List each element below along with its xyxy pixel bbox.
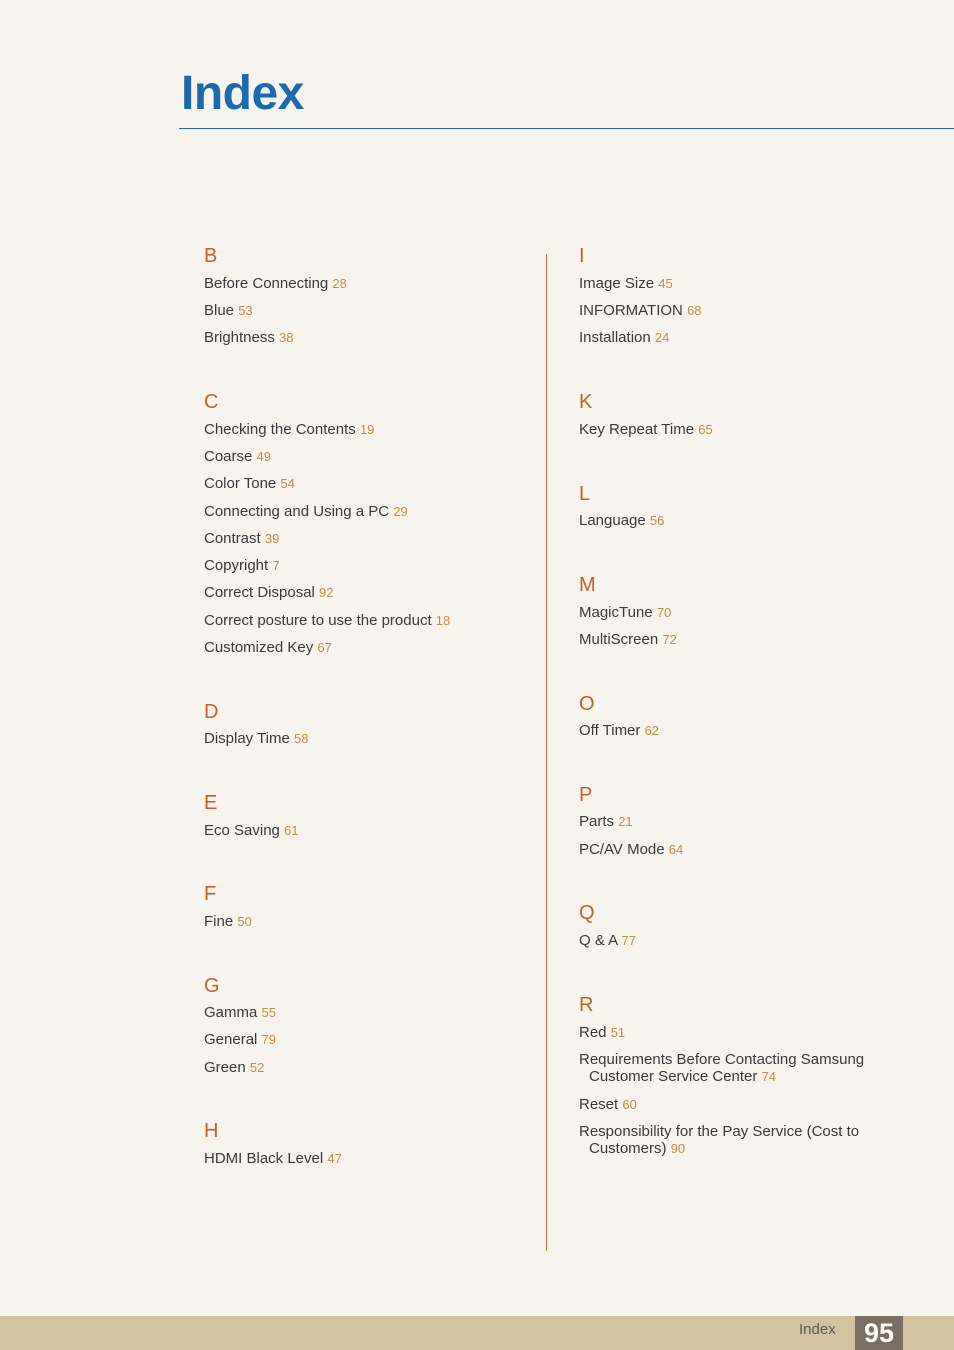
- index-entry[interactable]: Image Size 45: [579, 275, 673, 292]
- index-entry[interactable]: Eco Saving 61: [204, 822, 299, 839]
- index-entry[interactable]: Customized Key 67: [204, 639, 332, 656]
- index-letter-c: C: [204, 391, 219, 413]
- index-letter-e: E: [204, 792, 218, 814]
- index-entry[interactable]: Copyright 7: [204, 557, 280, 574]
- index-entry[interactable]: PC/AV Mode 64: [579, 841, 684, 858]
- page-number-badge: 95: [855, 1316, 903, 1350]
- index-entry[interactable]: Installation 24: [579, 329, 670, 346]
- index-entry[interactable]: Requirements Before Contacting Samsung Customer Service Center 74: [579, 1051, 865, 1085]
- index-entry[interactable]: General 79: [204, 1031, 277, 1048]
- footer-section-label: Index: [799, 1321, 836, 1338]
- index-entry[interactable]: Reset 60: [579, 1096, 637, 1113]
- index-letter-r: R: [579, 994, 594, 1016]
- index-entry[interactable]: Correct Disposal 92: [204, 584, 334, 601]
- index-entry[interactable]: Brightness 38: [204, 329, 294, 346]
- index-entry[interactable]: Blue 53: [204, 302, 253, 319]
- index-letter-o: O: [579, 693, 595, 715]
- index-entry[interactable]: Gamma 55: [204, 1004, 276, 1021]
- index-entry[interactable]: MagicTune 70: [579, 604, 672, 621]
- index-entry[interactable]: Off Timer 62: [579, 722, 660, 739]
- index-entry[interactable]: Q & A 77: [579, 932, 636, 949]
- index-entry[interactable]: INFORMATION 68: [579, 302, 702, 319]
- index-letter-q: Q: [579, 902, 595, 924]
- index-letter-l: L: [579, 483, 591, 505]
- index-entry[interactable]: Language 56: [579, 512, 665, 529]
- index-entry[interactable]: Red 51: [579, 1024, 626, 1041]
- index-entry[interactable]: Responsibility for the Pay Service (Cost to Customers) 90: [579, 1123, 860, 1157]
- column-divider: [546, 254, 547, 1251]
- index-entry[interactable]: MultiScreen 72: [579, 631, 677, 648]
- index-entry[interactable]: Color Tone 54: [204, 475, 295, 492]
- index-letter-p: P: [579, 784, 593, 806]
- index-entry[interactable]: Parts 21: [579, 813, 633, 830]
- index-entry[interactable]: Coarse 49: [204, 448, 271, 465]
- index-letter-i: I: [579, 245, 585, 267]
- index-entry[interactable]: Checking the Contents 19: [204, 421, 375, 438]
- index-letter-d: D: [204, 701, 219, 723]
- index-letter-m: M: [579, 574, 596, 596]
- index-entry[interactable]: Connecting and Using a PC 29: [204, 503, 408, 520]
- index-letter-f: F: [204, 883, 217, 905]
- index-entry[interactable]: Contrast 39: [204, 530, 280, 547]
- index-entry[interactable]: Display Time 58: [204, 730, 309, 747]
- title-underline: [179, 128, 954, 129]
- index-entry[interactable]: Key Repeat Time 65: [579, 421, 713, 438]
- index-entry[interactable]: HDMI Black Level 47: [204, 1150, 342, 1167]
- index-entry[interactable]: Fine 50: [204, 913, 252, 930]
- index-letter-g: G: [204, 975, 220, 997]
- index-letter-b: B: [204, 245, 218, 267]
- index-letter-h: H: [204, 1120, 219, 1142]
- page-title: Index: [181, 67, 304, 120]
- index-entry[interactable]: Correct posture to use the product 18: [204, 612, 451, 629]
- index-letter-k: K: [579, 391, 593, 413]
- index-entry[interactable]: Green 52: [204, 1059, 265, 1076]
- index-entry[interactable]: Before Connecting 28: [204, 275, 347, 292]
